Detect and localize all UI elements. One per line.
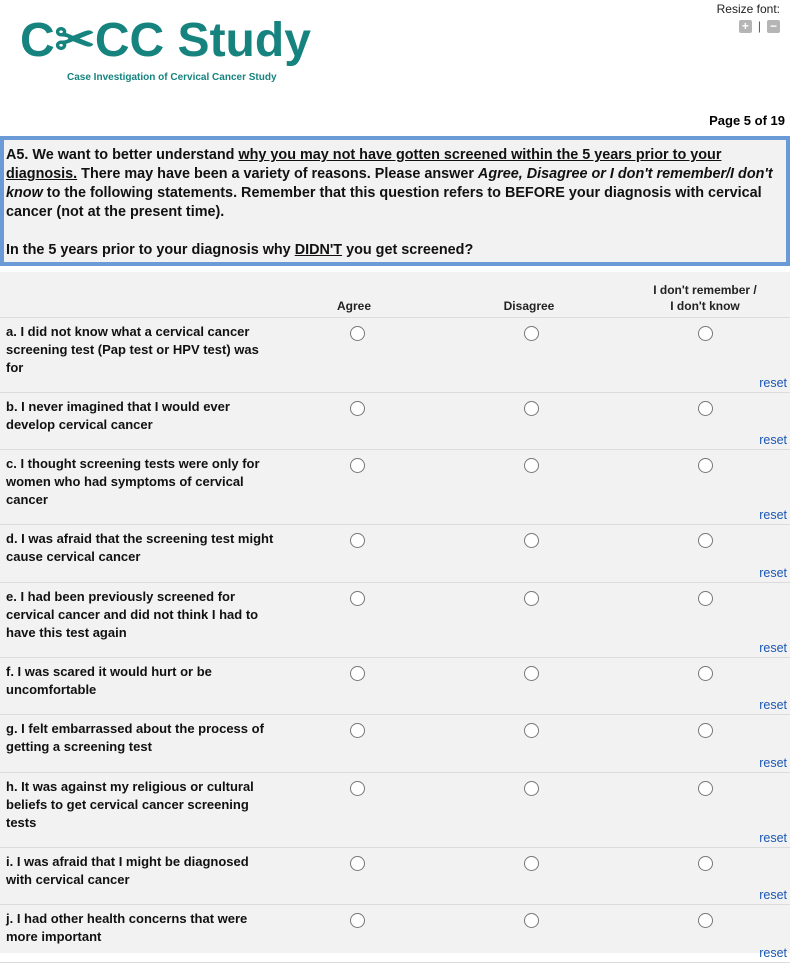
column-disagree: Disagree — [503, 299, 555, 313]
question-row — [0, 450, 790, 525]
resize-font-control — [717, 2, 780, 33]
radio-agree[interactable] — [350, 666, 365, 681]
row-label: a. I did not know what a cervical cancer screening test (Pap test or HPV test) was for — [6, 324, 259, 375]
logo-title: C✂CC Study — [20, 14, 311, 67]
radio-dont-know[interactable] — [698, 401, 713, 416]
question-end: to the following statements. Remember that this question refers to BEFORE your diagnosis with cervical cancer (not at the present time). — [6, 185, 762, 220]
question-row — [0, 848, 790, 905]
radio-dont-know[interactable] — [698, 723, 713, 738]
logo-subtitle: Case Investigation of Cervical Cancer Study — [67, 72, 277, 83]
reset-link[interactable]: reset — [759, 433, 787, 447]
question-row — [0, 715, 790, 773]
row-label: b. I never imagined that I would ever develop cervical cancer — [6, 399, 230, 432]
row-label: c. I thought screening tests were only for women who had symptoms of cervical cancer — [6, 456, 260, 507]
row-label: h. It was against my religious or cultural beliefs to get cervical cancer screening tests — [6, 779, 254, 830]
radio-disagree[interactable] — [524, 723, 539, 738]
radio-disagree[interactable] — [524, 326, 539, 341]
question-row — [0, 905, 790, 963]
resize-separator: | — [757, 19, 761, 33]
row-label: j. I had other health concerns that were more important — [6, 911, 248, 944]
reset-link[interactable]: reset — [759, 831, 787, 845]
row-label: e. I had been previously screened for cervical cancer and did not think I had to have this test again — [6, 589, 259, 640]
decrease-font-button[interactable]: − — [767, 20, 780, 33]
column-dont-know-line2: I don't know — [670, 299, 740, 313]
radio-agree[interactable] — [350, 401, 365, 416]
radio-disagree[interactable] — [524, 401, 539, 416]
question-mid: There may have been a variety of reasons. Please answer — [77, 166, 478, 182]
page-indicator: Page 5 of 19 — [709, 113, 785, 128]
question-row — [0, 658, 790, 715]
reset-link[interactable]: reset — [759, 376, 787, 390]
radio-dont-know[interactable] — [698, 533, 713, 548]
reset-link[interactable]: reset — [759, 566, 787, 580]
subprompt-pre: In the 5 years prior to your diagnosis why — [6, 242, 295, 258]
radio-agree[interactable] — [350, 781, 365, 796]
reset-link[interactable]: reset — [759, 508, 787, 522]
radio-agree[interactable] — [350, 533, 365, 548]
question-row — [0, 525, 790, 583]
radio-disagree[interactable] — [524, 458, 539, 473]
column-dont-know-line1: I don't remember / — [653, 283, 757, 297]
radio-dont-know[interactable] — [698, 781, 713, 796]
radio-dont-know[interactable] — [698, 326, 713, 341]
question-number: A5. — [6, 147, 29, 163]
question-row — [0, 583, 790, 658]
question-subprompt — [6, 241, 780, 260]
radio-disagree[interactable] — [524, 591, 539, 606]
radio-agree[interactable] — [350, 856, 365, 871]
question-text — [6, 146, 780, 260]
row-label: f. I was scared it would hurt or be uncomfortable — [6, 664, 212, 697]
question-intro: We want to better understand — [28, 147, 239, 163]
response-matrix — [0, 272, 790, 960]
question-box — [0, 136, 790, 266]
radio-agree[interactable] — [350, 913, 365, 928]
reset-link[interactable]: reset — [759, 946, 787, 960]
column-agree: Agree — [336, 299, 371, 313]
radio-agree[interactable] — [350, 723, 365, 738]
radio-disagree[interactable] — [524, 666, 539, 681]
matrix-rows — [0, 318, 790, 963]
radio-agree[interactable] — [350, 458, 365, 473]
question-row — [0, 393, 790, 450]
question-options: Agree, Disagree or I don't remember/I don't know — [6, 166, 773, 201]
radio-disagree[interactable] — [524, 856, 539, 871]
subprompt-post: you get screened? — [342, 242, 474, 258]
question-row — [0, 773, 790, 848]
question-emphasis: why you may not have gotten screened within the 5 years prior to your diagnosis. — [6, 147, 722, 182]
radio-disagree[interactable] — [524, 781, 539, 796]
question-row — [0, 318, 790, 393]
radio-agree[interactable] — [350, 591, 365, 606]
row-label: g. I felt embarrassed about the process of getting a screening test — [6, 721, 264, 754]
increase-font-button[interactable]: + — [739, 20, 752, 33]
row-label: i. I was afraid that I might be diagnosed with cervical cancer — [6, 854, 249, 887]
matrix-header — [0, 272, 790, 318]
radio-disagree[interactable] — [524, 533, 539, 548]
subprompt-emphasis: DIDN'T — [294, 242, 343, 258]
radio-dont-know[interactable] — [698, 913, 713, 928]
radio-dont-know[interactable] — [698, 856, 713, 871]
radio-dont-know[interactable] — [698, 458, 713, 473]
resize-font-label: Resize font: — [716, 2, 780, 16]
reset-link[interactable]: reset — [759, 756, 787, 770]
study-logo — [20, 8, 320, 88]
row-label: d. I was afraid that the screening test might cause cervical cancer — [6, 531, 274, 564]
reset-link[interactable]: reset — [759, 698, 787, 712]
reset-link[interactable]: reset — [759, 641, 787, 655]
reset-link[interactable]: reset — [759, 888, 787, 902]
radio-dont-know[interactable] — [698, 591, 713, 606]
column-dont-know — [625, 282, 785, 314]
header — [0, 0, 790, 136]
radio-agree[interactable] — [350, 326, 365, 341]
radio-disagree[interactable] — [524, 913, 539, 928]
radio-dont-know[interactable] — [698, 666, 713, 681]
